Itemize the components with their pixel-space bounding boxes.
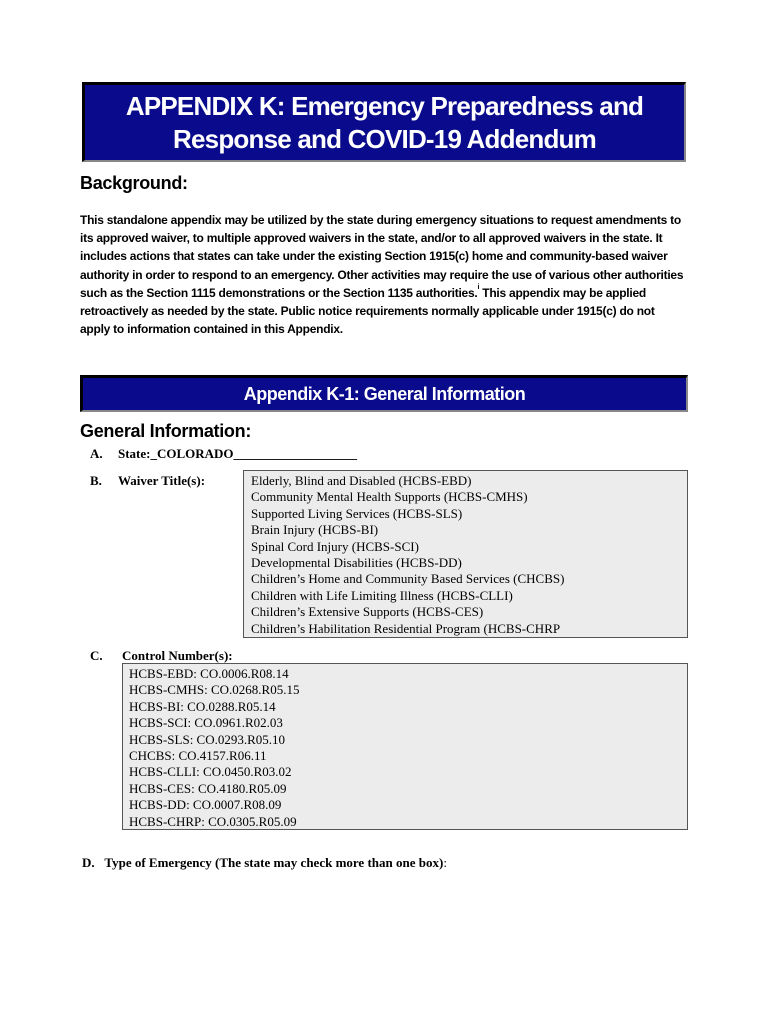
waiver-title-item: Children’s Habilitation Residential Program (HCBS-CHRP — [251, 620, 561, 636]
title-line-1: APPENDIX K: Emergency Preparedness and — [125, 90, 644, 121]
control-number-item: CHCBS: CO.4157.R06.11 — [129, 748, 267, 764]
item-d-letter: D. — [82, 855, 95, 870]
waiver-title-item: Spinal Cord Injury (HCBS-SCI) — [251, 538, 419, 554]
item-c-letter: C. — [90, 648, 103, 663]
title-line-2: Response and COVID-19 Addendum — [173, 123, 596, 154]
control-number-item: HCBS-SLS: CO.0293.R05.10 — [129, 731, 286, 747]
background-heading: Background: — [80, 173, 188, 193]
waiver-title-item: Children’s Home and Community Based Services (CHCBS) — [251, 571, 565, 587]
waiver-title-item: Developmental Disabilities (HCBS-DD) — [251, 555, 462, 571]
control-number-item: HCBS-EBD: CO.0006.R08.14 — [129, 666, 289, 681]
emergency-type-row — [82, 855, 447, 871]
control-number-item: HCBS-DD: CO.0007.R08.09 — [129, 797, 282, 813]
section-banner-k1 — [80, 375, 688, 412]
waiver-titles-box — [243, 470, 688, 638]
emergency-type-label: Type of Emergency (The state may check more than one box) — [104, 855, 444, 870]
appendix-title-banner — [82, 82, 686, 162]
control-number-label: Control Number(s): — [122, 648, 233, 663]
control-numbers-box — [122, 663, 688, 830]
background-text-part2: This appendix may be applied retroactively as needed by the state. Public notice requirements normally applicable under 1915(c) do not apply to information contained in this Appendix. — [80, 285, 655, 337]
emergency-type-colon: : — [443, 855, 447, 870]
item-a-letter: A. — [90, 446, 103, 461]
item-b-letter: B. — [90, 473, 102, 488]
waiver-title-item: Brain Injury (HCBS-BI) — [251, 522, 379, 538]
waiver-title-item: Children with Life Limiting Illness (HCBS-CLLI) — [251, 587, 513, 603]
control-number-item: HCBS-CES: CO.4180.R05.09 — [129, 780, 287, 796]
footnote-marker[interactable]: i — [477, 283, 480, 291]
waiver-title-label: Waiver Title(s): — [118, 473, 206, 488]
background-paragraph — [80, 211, 686, 338]
control-number-item: HCBS-CLLI: CO.0450.R03.02 — [129, 764, 292, 780]
background-text-part1: This standalone appendix may be utilized by the state during emergency situations to request amendments to its approved waiver, to multiple approved waivers in the state, and/or to all approved waivers in the state. It includes actions that states can take under the existing Section 1915(c) home and community-based waiver authority in order to respond to an emergency. Other activities may require the use of various other authorities such as the Section 1115 demonstrations or the Section 1135 authorities. — [80, 213, 684, 300]
waiver-title-item: Children’s Extensive Supports (HCBS-CES) — [251, 604, 484, 620]
state-field: State:_COLORADO___________________ — [118, 446, 358, 461]
waiver-title-item: Supported Living Services (HCBS-SLS) — [251, 505, 463, 521]
waiver-title-item: Community Mental Health Supports (HCBS-CMHS) — [251, 489, 528, 505]
general-information-heading: General Information: — [80, 421, 252, 441]
waiver-title-item: Elderly, Blind and Disabled (HCBS-EBD) — [251, 473, 472, 488]
control-number-item: HCBS-SCI: CO.0961.R02.03 — [129, 715, 283, 731]
control-number-item: HCBS-BI: CO.0288.R05.14 — [129, 698, 276, 714]
control-number-item: HCBS-CHRP: CO.0305.R05.09 — [129, 813, 297, 829]
section-title: Appendix K-1: General Information — [243, 383, 526, 404]
control-number-item: HCBS-CMHS: CO.0268.R05.15 — [129, 682, 300, 698]
